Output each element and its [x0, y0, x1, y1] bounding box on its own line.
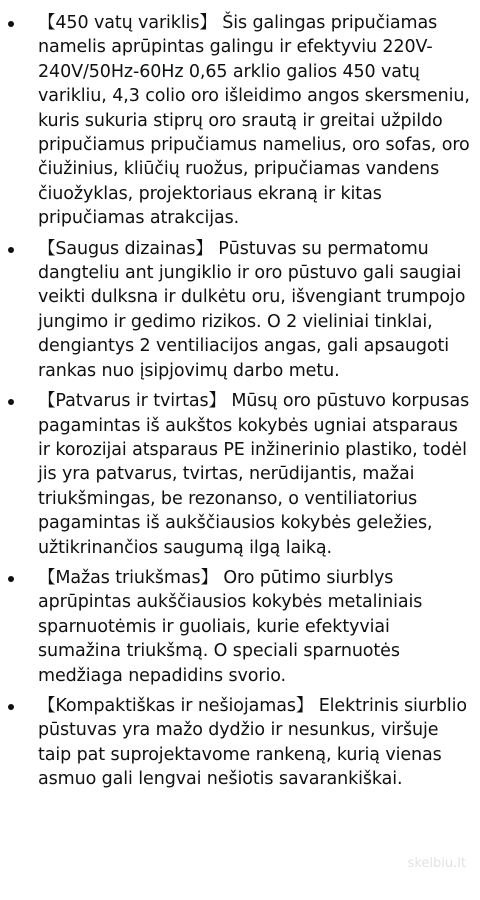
bullet-icon	[8, 247, 14, 253]
feature-item	[0, 566, 480, 688]
feature-title: 【Kompaktiškas ir nešiojamas】	[38, 695, 314, 716]
bullet-icon	[8, 576, 14, 582]
feature-title: 【450 vatų variklis】	[38, 13, 217, 33]
feature-item	[0, 389, 480, 560]
feature-item	[0, 237, 480, 383]
feature-title: 【Patvarus ir tvirtas】	[38, 391, 226, 412]
feature-text: Pūstuvas su permatomu dangteliu ant jungiklio ir oro pūstuvo gali saugiai veikti dulksna ir dulkėtu oru, išvengiant trumpojo jungimo ir gedimo rizikos. O 2 vieliniai tinklai, dengiantys 2 ventiliacijos angas, gali apsaugoti rankas nuo įsipjovimų darbo metu.	[38, 238, 466, 381]
feature-title: 【Saugus dizainas】	[38, 238, 213, 259]
feature-title: 【Mažas triukšmas】	[38, 567, 218, 588]
bullet-icon	[8, 21, 14, 27]
watermark: skelbiu.lt	[407, 856, 466, 871]
feature-text: Šis galingas pripučiamas namelis aprūpintas galingu ir efektyviu 220V-240V/50Hz-60Hz 0,65 arklio galios 450 vatų varikliu, 4,3 colio oro išleidimo angos skersmeniu, kuris sukuria stiprų oro srautą ir greitai užpildo pripučiamus pripučiamus namelius, oro sofas, oro čiužinius, kliūčių ruožus, pripučiamas vandens čiuožyklas, projektoriaus ekraną ir kitas pripučiamas atrakcijas.	[38, 13, 470, 229]
bullet-icon	[8, 704, 14, 710]
feature-text: Oro pūtimo siurblys aprūpintas aukščiausios kokybės metaliniais sparnuotėmis ir guoliais, kurie efektyviai sumažina triukšmą. O speciali sparnuotės medžiaga nepadidins svorio.	[38, 567, 423, 686]
feature-text: Mūsų oro pūstuvo korpusas pagamintas iš aukštos kokybės ugniai atsparaus ir korozijai atsparaus PE inžinerinio plastiko, todėl jis yra patvarus, tvirtas, nerūdijantis, mažai triukšmingas, be rezonanso, o ventiliatorius pagamintas iš aukščiausios kokybės geležies, užtikrinančios saugumą ilgą laiką.	[38, 391, 470, 558]
feature-item	[0, 11, 480, 231]
bullet-icon	[8, 399, 14, 405]
feature-item	[0, 694, 480, 792]
feature-text: Elektrinis siurblio pūstuvas yra mažo dydžio ir nesunkus, viršuje taip pat suprojektavome rankeną, kurią vienas asmuo gali lengvai nešiotis savarankiškai.	[38, 695, 467, 790]
feature-list	[0, 11, 480, 798]
